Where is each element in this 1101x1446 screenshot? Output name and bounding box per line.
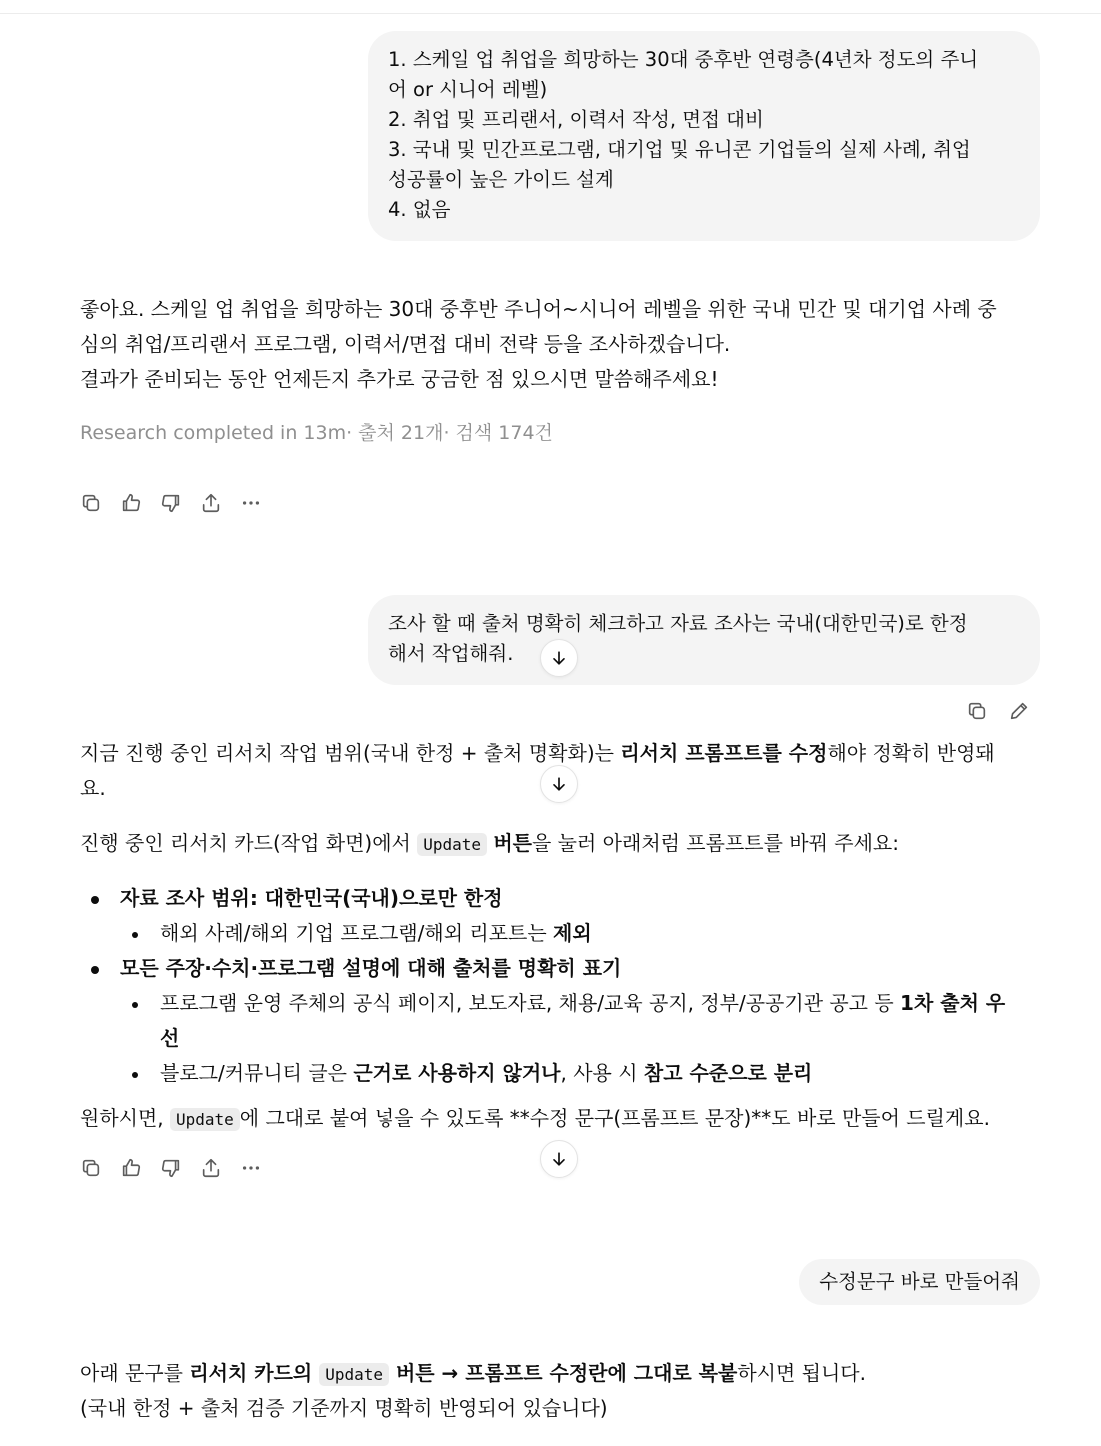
copy-icon[interactable] [966, 697, 990, 725]
bold-text: 리서치 프롬프트를 수정 [620, 741, 828, 765]
top-divider [0, 13, 1101, 14]
user-message-line: 어 or 시니어 레벨) [388, 78, 548, 101]
copy-icon[interactable] [80, 489, 120, 517]
share-icon[interactable] [200, 1154, 240, 1182]
copy-icon[interactable] [80, 1154, 120, 1182]
text: 에 그대로 붙여 넣을 수 있도록 **수정 문구(프롬프트 문장)**도 바로 만들어 드릴게요. [239, 1106, 990, 1130]
sub-bullet [132, 1002, 138, 1008]
scroll-down-button[interactable] [540, 639, 578, 677]
assistant-paragraph-3 [80, 1101, 990, 1137]
sub-bullet [132, 1072, 138, 1078]
user-message-line: 4. 없음 [388, 198, 451, 221]
sub-bullet-item-3 [160, 1056, 812, 1091]
assistant-message-line: 심의 취업/프리랜서 프로그램, 이력서/면접 대비 전략 등을 조사하겠습니다. [80, 332, 731, 356]
bold-text: 선 [160, 1026, 180, 1050]
assistant-paragraph-1-cont: 요. [80, 776, 106, 800]
bullet [91, 896, 99, 904]
inline-code: Update [417, 833, 487, 856]
bold-text: 자료 조사 범위: 대한민국(국내)으로만 한정 [120, 886, 503, 910]
inline-code: Update [170, 1108, 240, 1131]
text: 지금 진행 중인 리서치 작업 범위(국내 한정 + 출처 명확화)는 [80, 741, 621, 765]
text: 원하시면, [80, 1106, 170, 1130]
text: 하시면 됩니다. [737, 1361, 866, 1385]
arrow-down-icon [549, 774, 569, 794]
text: 아래 문구를 [80, 1361, 190, 1385]
user-message-actions [966, 697, 1032, 725]
research-status[interactable]: Research completed in 13m· 출처 21개· 검색 174건 [80, 422, 553, 444]
assistant-message-3-line-2: (국내 한정 + 출처 검증 기준까지 명확히 반영되어 있습니다) [80, 1396, 608, 1420]
assistant-message-line: 좋아요. 스케일 업 취업을 희망하는 30대 중후반 주니어~시니어 레벨을 위한 국내 민간 및 대기업 사례 중 [80, 297, 997, 321]
text: , 사용 시 [560, 1061, 644, 1085]
user-message-3 [799, 1259, 1040, 1305]
pencil-icon[interactable] [1008, 697, 1032, 725]
bold-text: 모든 주장·수치·프로그램 설명에 대해 출처를 명확히 표기 [120, 956, 622, 980]
user-message-1 [368, 31, 1040, 241]
thumbs-up-icon[interactable] [120, 1154, 160, 1182]
user-message-line: 1. 스케일 업 취업을 희망하는 30대 중후반 연령층(4년차 정도의 주니 [388, 48, 979, 71]
bold-text: 참고 수준으로 분리 [643, 1061, 813, 1085]
user-message-2 [368, 595, 1040, 685]
text: 해야 정확히 반영돼 [827, 741, 995, 765]
bold-text: 리서치 카드의 [189, 1361, 320, 1385]
thumbs-up-icon[interactable] [120, 489, 160, 517]
share-icon[interactable] [200, 489, 240, 517]
bold-text: 근거로 사용하지 않거나 [353, 1061, 561, 1085]
more-icon[interactable] [240, 1154, 280, 1182]
user-message-line: 2. 취업 및 프리랜서, 이력서 작성, 면접 대비 [388, 108, 764, 131]
bold-text: 버튼 [493, 831, 532, 855]
bullet-item-2 [120, 951, 621, 986]
assistant-message-3-line-1 [80, 1356, 866, 1392]
scroll-down-button[interactable] [540, 1140, 578, 1178]
thumbs-down-icon[interactable] [160, 489, 200, 517]
scroll-down-button[interactable] [540, 765, 578, 803]
user-message-line: 3. 국내 및 민간프로그램, 대기업 및 유니콘 기업들의 실제 사례, 취업 [388, 138, 971, 161]
assistant-paragraph-1 [80, 736, 995, 771]
bullet [91, 966, 99, 974]
thumbs-down-icon[interactable] [160, 1154, 200, 1182]
bold-text: 버튼 → 프롬프트 수정란에 그대로 복붙 [388, 1361, 738, 1385]
assistant-message-1 [80, 292, 1040, 397]
text: 프로그램 운영 주체의 공식 페이지, 보도자료, 채용/교육 공지, 정부/공공기관 공고 등 [160, 991, 901, 1015]
sub-bullet-item-1 [160, 916, 592, 951]
sub-bullet-item-2-cont [160, 1021, 179, 1056]
message-actions-1 [80, 489, 280, 517]
user-message-line: 해서 작업해줘. [388, 642, 514, 665]
more-icon[interactable] [240, 489, 280, 517]
bullet-item-1 [120, 881, 503, 916]
text: 해외 사례/해외 기업 프로그램/해외 리포트는 [160, 921, 554, 945]
assistant-paragraph-2 [80, 826, 899, 862]
text: 을 눌러 아래처럼 프롬프트를 바꿔 주세요: [532, 831, 899, 855]
user-message-line: 수정문구 바로 만들어줘 [819, 1270, 1020, 1293]
message-actions-2 [80, 1154, 280, 1182]
text: 블로그/커뮤니티 글은 [160, 1061, 354, 1085]
arrow-down-icon [549, 648, 569, 668]
bold-text: 1차 출처 우 [900, 991, 1006, 1015]
user-message-line: 성공률이 높은 가이드 설계 [388, 168, 614, 191]
sub-bullet-item-2 [160, 986, 1005, 1021]
user-message-line: 조사 할 때 출처 명확히 체크하고 자료 조사는 국내(대한민국)로 한정 [388, 612, 968, 635]
arrow-down-icon [549, 1149, 569, 1169]
inline-code: Update [319, 1363, 389, 1386]
sub-bullet [132, 932, 138, 938]
bold-text: 제외 [553, 921, 592, 945]
assistant-message-line: 결과가 준비되는 동안 언제든지 추가로 궁금한 점 있으시면 말씀해주세요! [80, 367, 719, 391]
text: 진행 중인 리서치 카드(작업 화면)에서 [80, 831, 418, 855]
